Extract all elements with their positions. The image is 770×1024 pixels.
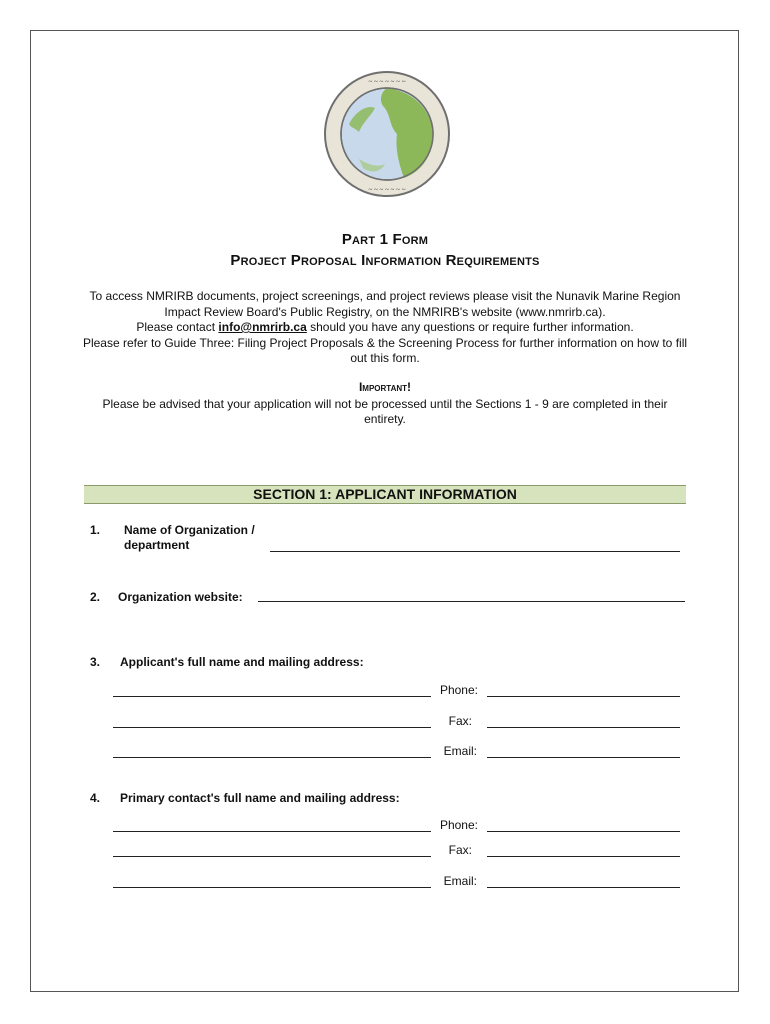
nmrirb-logo <box>319 64 455 208</box>
svg-text:~ ~ ~ ~ ~ ~ ~: ~ ~ ~ ~ ~ ~ ~ <box>368 186 406 194</box>
intro-paragraph <box>80 289 690 367</box>
contact-phone-label: Phone: <box>439 818 478 832</box>
contact-address-line-2[interactable] <box>113 856 431 857</box>
q3-number: 3. <box>90 655 101 669</box>
intro-registry-text: To access NMRIRB documents, project screenings, and project reviews please visit the Nunavik Marine Region Impact Review Board's Public Registry, on the NMRIRB's website (www.nmrirb.ca). <box>89 289 681 319</box>
important-notice: Please be advised that your application will not be processed until the Sections 1 - 9 are completed in their entirety. <box>102 397 668 426</box>
contact-address-line-3[interactable] <box>113 887 431 888</box>
contact-fax-field[interactable] <box>487 856 680 857</box>
contact-phone-field[interactable] <box>487 831 680 832</box>
q1-label-line2: department <box>124 538 190 552</box>
contact-email-link[interactable]: info@nmrirb.ca <box>218 320 307 334</box>
contact-fax-label: Fax: <box>448 843 472 857</box>
contact-email-label: Email: <box>443 874 477 888</box>
q1-number: 1. <box>90 523 101 537</box>
q1-label-line1: Name of Organization / <box>124 523 255 537</box>
organization-website-field[interactable] <box>258 601 685 602</box>
q1-label <box>124 523 255 553</box>
q3-label: Applicant's full name and mailing address: <box>120 655 364 669</box>
applicant-email-label: Email: <box>443 744 477 758</box>
applicant-address-line-2[interactable] <box>113 727 431 728</box>
applicant-address-line-1[interactable] <box>113 696 431 697</box>
applicant-fax-field[interactable] <box>487 727 680 728</box>
important-heading: Important! <box>358 380 412 394</box>
applicant-email-field[interactable] <box>487 757 680 758</box>
q2-number: 2. <box>90 590 101 604</box>
section-1-header: SECTION 1: APPLICANT INFORMATION <box>84 485 686 504</box>
organization-name-field[interactable] <box>270 551 680 552</box>
contact-suffix: should you have any questions or require further information. <box>306 320 634 334</box>
q2-label: Organization website: <box>118 590 243 604</box>
applicant-phone-field[interactable] <box>487 696 680 697</box>
applicant-phone-label: Phone: <box>439 683 478 697</box>
intro-contact-text <box>80 320 690 336</box>
form-title: Part 1 Form <box>341 231 429 248</box>
q4-label: Primary contact's full name and mailing address: <box>120 791 400 805</box>
q4-number: 4. <box>90 791 101 805</box>
contact-prefix: Please contact <box>136 320 219 334</box>
form-subtitle: Project Proposal Information Requirements <box>230 252 540 269</box>
nmrirb-logo-icon <box>319 64 455 208</box>
applicant-address-line-3[interactable] <box>113 757 431 758</box>
contact-address-line-1[interactable] <box>113 831 431 832</box>
intro-guide-text: Please refer to Guide Three: Filing Project Proposals & the Screening Process for further information on how to fill out this form. <box>82 335 688 365</box>
svg-text:~ ~ ~ ~ ~ ~ ~: ~ ~ ~ ~ ~ ~ ~ <box>368 78 406 86</box>
applicant-fax-label: Fax: <box>448 714 472 728</box>
contact-email-field[interactable] <box>487 887 680 888</box>
